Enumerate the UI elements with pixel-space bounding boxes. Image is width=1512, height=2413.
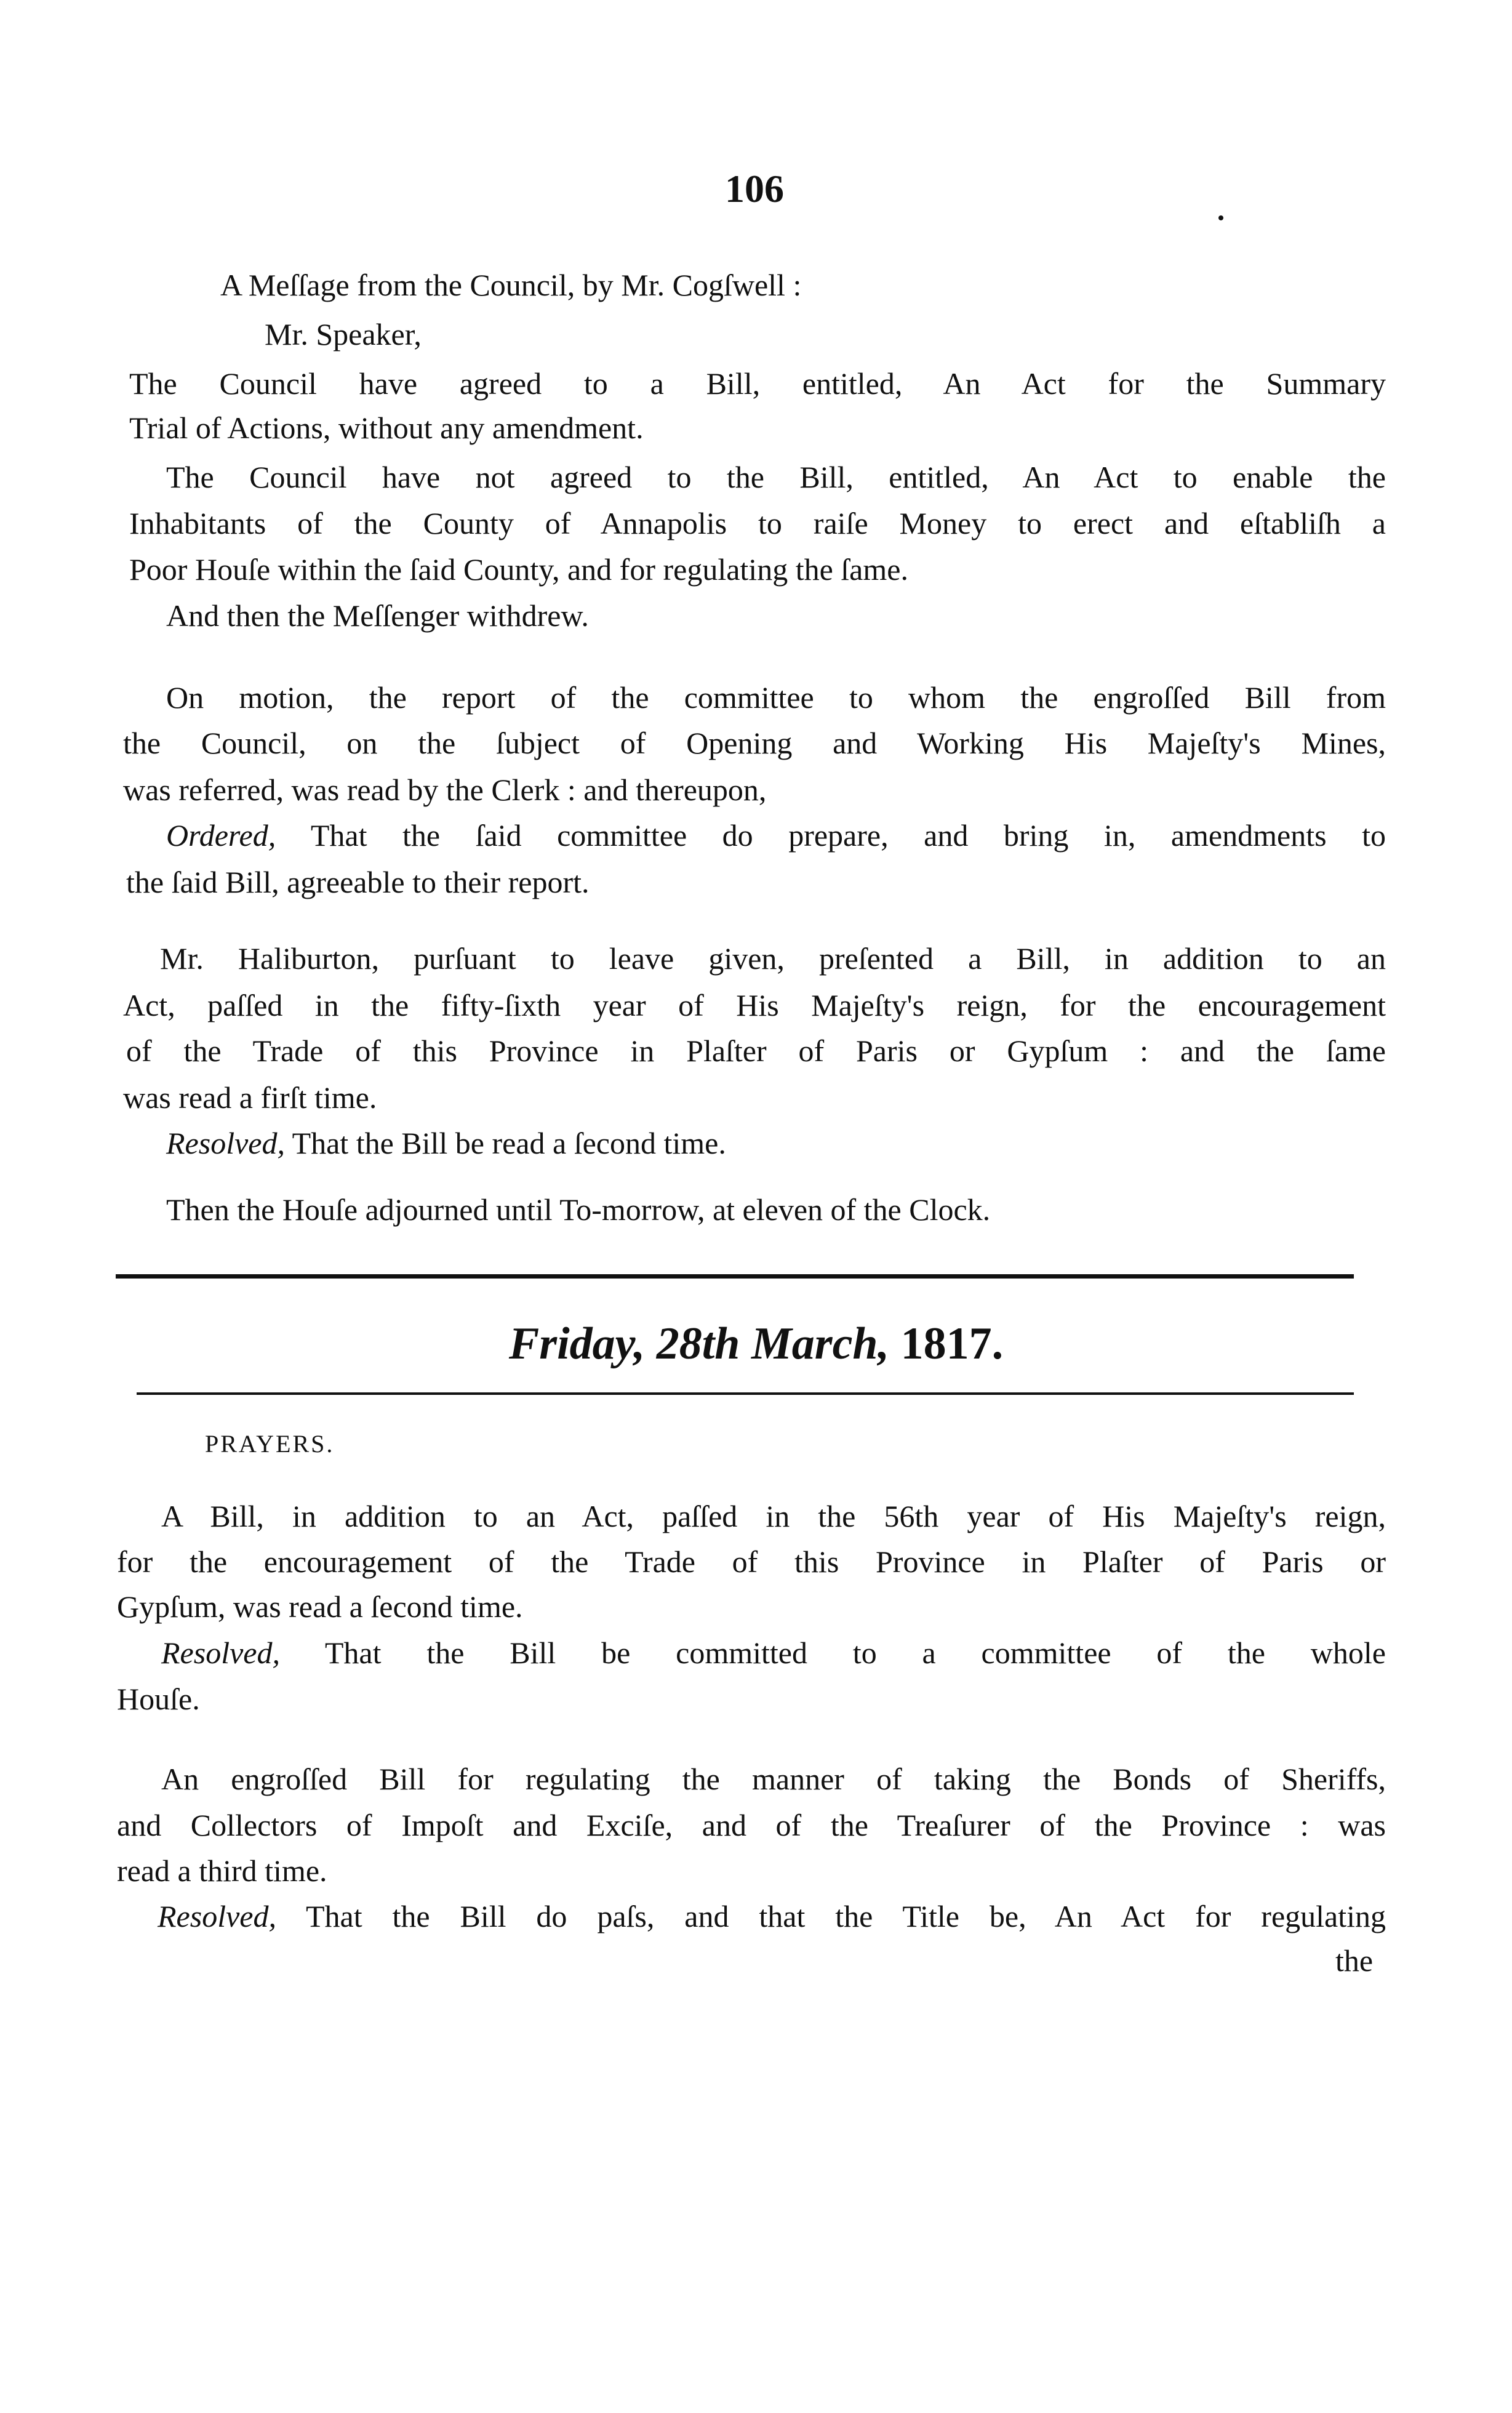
heading-date: 28th (656, 1319, 740, 1369)
text-line (166, 1122, 1512, 1165)
text-line: On motion, the report of the committee to whom the engroſſed Bill from (166, 680, 1386, 715)
text-line: An engroſſed Bill for regulating the manner of taking the Bonds of Sheriffs, (161, 1762, 1386, 1796)
text-line (166, 814, 1386, 857)
print-mark (1218, 215, 1223, 220)
resolved-text: That the Bill be read a ſecond time. (284, 1126, 726, 1160)
text-line: was read a firſt time. (123, 1080, 377, 1115)
text-line (158, 1895, 1386, 1938)
text-line: Poor Houſe within the ſaid County, and for regulating the ſame. (129, 552, 908, 587)
text-line: And then the Meſſenger withdrew. (166, 598, 589, 633)
text-line: A Bill, in addition to an Act, paſſed in the 56th year of His Majeſty's reign, (161, 1499, 1386, 1533)
text-line: The Council have agreed to a Bill, entitled, An Act for the Summary (129, 366, 1386, 401)
text-line: and Collectors of Impoſt and Exciſe, and of the Treaſurer of the Province : was (117, 1808, 1386, 1842)
text-line: Inhabitants of the County of Annapolis to raiſe Money to erect and eſtabliſh a (129, 506, 1386, 540)
page-number: 106 (725, 167, 784, 211)
adjournment-line: Then the Houſe adjourned until To-morrow, at eleven of the Clock. (166, 1192, 991, 1227)
text-line: the ſaid Bill, agreeable to their report. (126, 865, 590, 899)
text-line: Mr. Speaker, (265, 317, 422, 351)
text-line: The Council have not agreed to the Bill, entitled, An Act to enable the (166, 460, 1386, 494)
text-line: Gypſum, was read a ſecond time. (117, 1589, 523, 1624)
resolved-label: Resolved, (161, 1636, 280, 1670)
text-line: Houſe. (117, 1682, 200, 1716)
section-rule (116, 1274, 1354, 1279)
text-line: Trial of Actions, without any amendment. (129, 411, 644, 445)
ordered-label: Ordered, (166, 818, 276, 853)
resolved-text: That the Bill do paſs, and that the Title be, An Act for regulating (276, 1899, 1386, 1933)
text-line: read a third time. (117, 1853, 327, 1888)
text-line: was referred, was read by the Clerk : and thereupon, (123, 773, 767, 807)
heading-year: 1817. (900, 1319, 1004, 1369)
prayers-label: PRAYERS. (205, 1430, 335, 1458)
text-line (161, 1631, 1386, 1674)
text-line: Mr. Haliburton, purſuant to leave given, preſented a Bill, in addition to an (160, 941, 1386, 976)
text-line: for the encouragement of the Trade of this Province in Plaſter of Paris or (117, 1544, 1386, 1579)
ordered-text: That the ſaid committee do prepare, and bring in, amendments to (276, 818, 1386, 853)
text-line: the Council, on the ſubject of Opening and Working His Majeſty's Mines, (123, 726, 1386, 760)
day-heading (0, 1310, 1512, 1378)
heading-weekday: Friday, (508, 1319, 646, 1369)
text-line: Act, paſſed in the fifty-ſixth year of His Majeſty's reign, for the encouragement (123, 988, 1386, 1022)
heading-month: March, (751, 1319, 890, 1369)
resolved-label: Resolved, (158, 1899, 276, 1933)
text-line: of the Trade of this Province in Plaſter of Paris or Gypſum : and the ſame (126, 1034, 1386, 1068)
catchword: the (1335, 1943, 1374, 1978)
heading-rule (137, 1392, 1354, 1395)
resolved-text: That the Bill be committed to a committee of the whole (279, 1636, 1386, 1670)
text-line: A Meſſage from the Council, by Mr. Cogſwell : (220, 268, 802, 302)
resolved-label: Resolved, (166, 1126, 285, 1160)
